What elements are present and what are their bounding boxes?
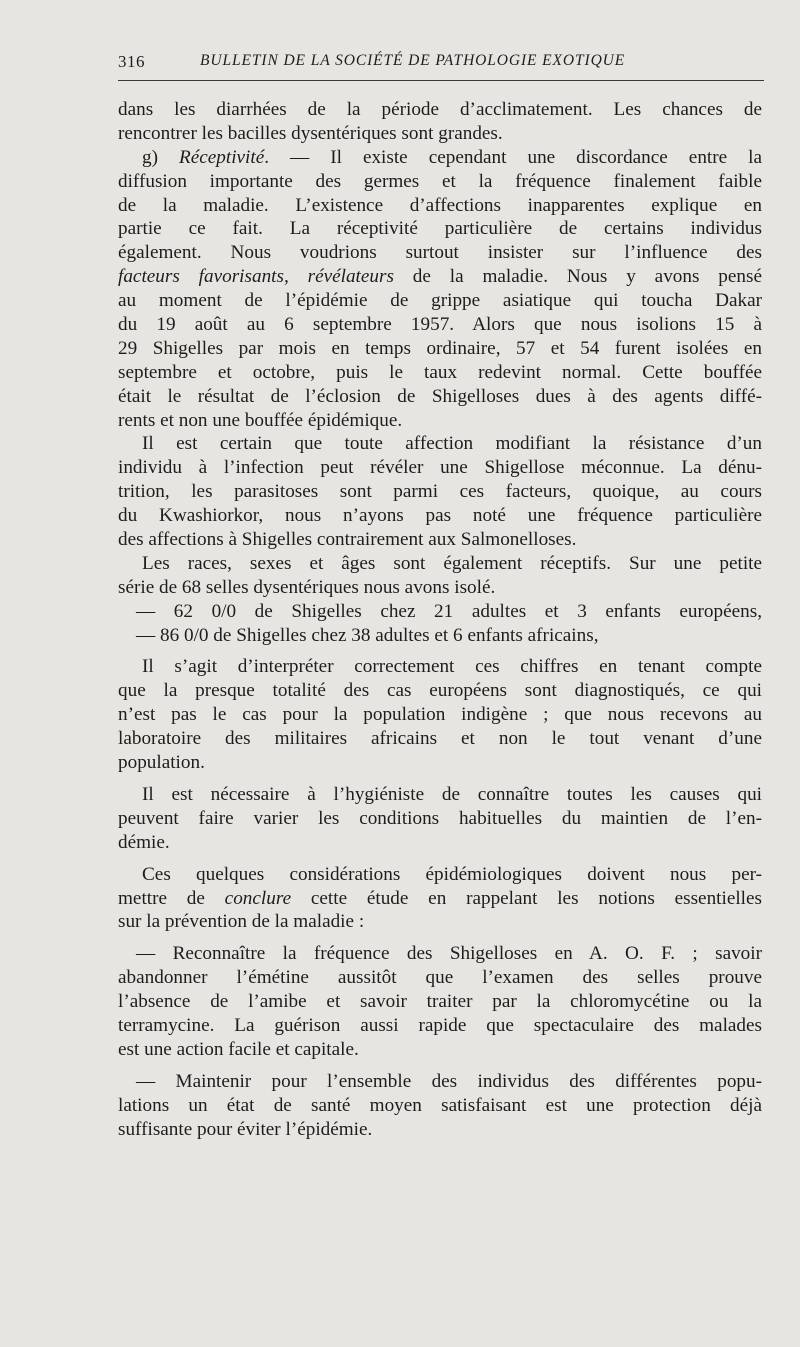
- header-rule: [118, 80, 764, 81]
- text-line: est une action facile et capitale.: [118, 1038, 359, 1060]
- section-label: g) Réceptivité. — Il existe cependant une discordance entre la: [142, 146, 763, 168]
- text-line: trition, les parasitoses sont parmi ces facteurs, quoique, au cours: [118, 481, 762, 503]
- text-line: Il est certain que toute affection modifiant la résistance d’un: [142, 433, 762, 455]
- text-line: de la maladie. L’existence d’affections inapparentes explique en: [118, 194, 762, 216]
- text-line: sur la prévention de la maladie :: [118, 911, 365, 933]
- text-line: Il s’agit d’interpréter correctement ces chiffres en tenant compte: [142, 656, 762, 678]
- text-line: que la presque totalité des cas européens sont diagnostiqués, ce qui: [118, 680, 762, 702]
- list-item: — 86 0/0 de Shigelles chez 38 adultes et 6 enfants africains,: [136, 624, 599, 646]
- text-line: peuvent faire varier les conditions habituelles du maintien de l’en-: [118, 807, 762, 829]
- text-line: Il est nécessaire à l’hygiéniste de connaître toutes les causes qui: [142, 783, 762, 805]
- text-line: septembre et octobre, puis le taux redevint normal. Cette bouffée: [118, 361, 762, 383]
- text-line: individu à l’infection peut révéler une Shigellose méconnue. La dénu-: [118, 457, 762, 479]
- text-line: population.: [118, 752, 205, 774]
- text-line: mettre de conclure cette étude en rappelant les notions essentielles: [118, 887, 762, 909]
- list-item: — Maintenir pour l’ensemble des individus des différentes popu-: [136, 1070, 762, 1092]
- text-line: terramycine. La guérison aussi rapide que spectaculaire des malades: [118, 1014, 762, 1036]
- running-head: BULLETIN DE LA SOCIÉTÉ DE PATHOLOGIE EXOTIQUE: [200, 52, 626, 69]
- text-line: diffusion importante des germes et la fréquence finalement faible: [118, 170, 762, 192]
- text-line: Ces quelques considérations épidémiologiques doivent nous per-: [142, 863, 762, 885]
- text-line: partie ce fait. La réceptivité particulière de certains individus: [118, 218, 762, 240]
- list-item: — Reconnaître la fréquence des Shigelloses en A. O. F. ; savoir: [136, 943, 762, 965]
- text-line: rents et non une bouffée épidémique.: [118, 409, 403, 431]
- text-line: rencontrer les bacilles dysentériques sont grandes.: [118, 122, 503, 144]
- text-line: 29 Shigelles par mois en temps ordinaire, 57 et 54 furent isolées en: [118, 337, 762, 359]
- page-number: 316: [118, 52, 145, 71]
- list-item: — 62 0/0 de Shigelles chez 21 adultes et 3 enfants européens,: [136, 600, 762, 622]
- body-text: [118, 98, 762, 1141]
- text-line: Les races, sexes et âges sont également réceptifs. Sur une petite: [142, 552, 762, 574]
- text-line: du 19 août au 6 septembre 1957. Alors que nous isolions 15 à: [118, 314, 762, 336]
- text-line: facteurs favorisants, révélateurs de la maladie. Nous y avons pensé: [118, 266, 762, 288]
- section-g-first-line: [118, 146, 762, 170]
- text-line: était le résultat de l’éclosion de Shigelloses dues à des agents diffé-: [118, 385, 762, 407]
- text-line: suffisante pour éviter l’épidémie.: [118, 1118, 373, 1140]
- text-line: des affections à Shigelles contrairement aux Salmonelloses.: [118, 529, 577, 551]
- text-line: du Kwashiorkor, nous n’ayons pas noté une fréquence particulière: [118, 505, 762, 527]
- text-line: laboratoire des militaires africains et non le tout venant d’une: [118, 728, 762, 750]
- text-line: au moment de l’épidémie de grippe asiatique qui toucha Dakar: [118, 290, 762, 312]
- text-line: n’est pas le cas pour la population indigène ; que nous recevons au: [118, 704, 762, 726]
- text-line: dans les diarrhées de la période d’acclimatement. Les chances de: [118, 99, 762, 120]
- text-line: abandonner l’émétine aussitôt que l’examen des selles prouve: [118, 967, 762, 989]
- text-line: également. Nous voudrions surtout insister sur l’influence des: [118, 242, 762, 264]
- text-line: série de 68 selles dysentériques nous avons isolé.: [118, 576, 496, 598]
- text-line: lations un état de santé moyen satisfaisant est une protection déjà: [118, 1094, 762, 1116]
- text-line: l’absence de l’amibe et savoir traiter par la chloromycétine ou la: [118, 991, 762, 1013]
- page-header: [118, 52, 764, 78]
- text-line: démie.: [118, 831, 170, 853]
